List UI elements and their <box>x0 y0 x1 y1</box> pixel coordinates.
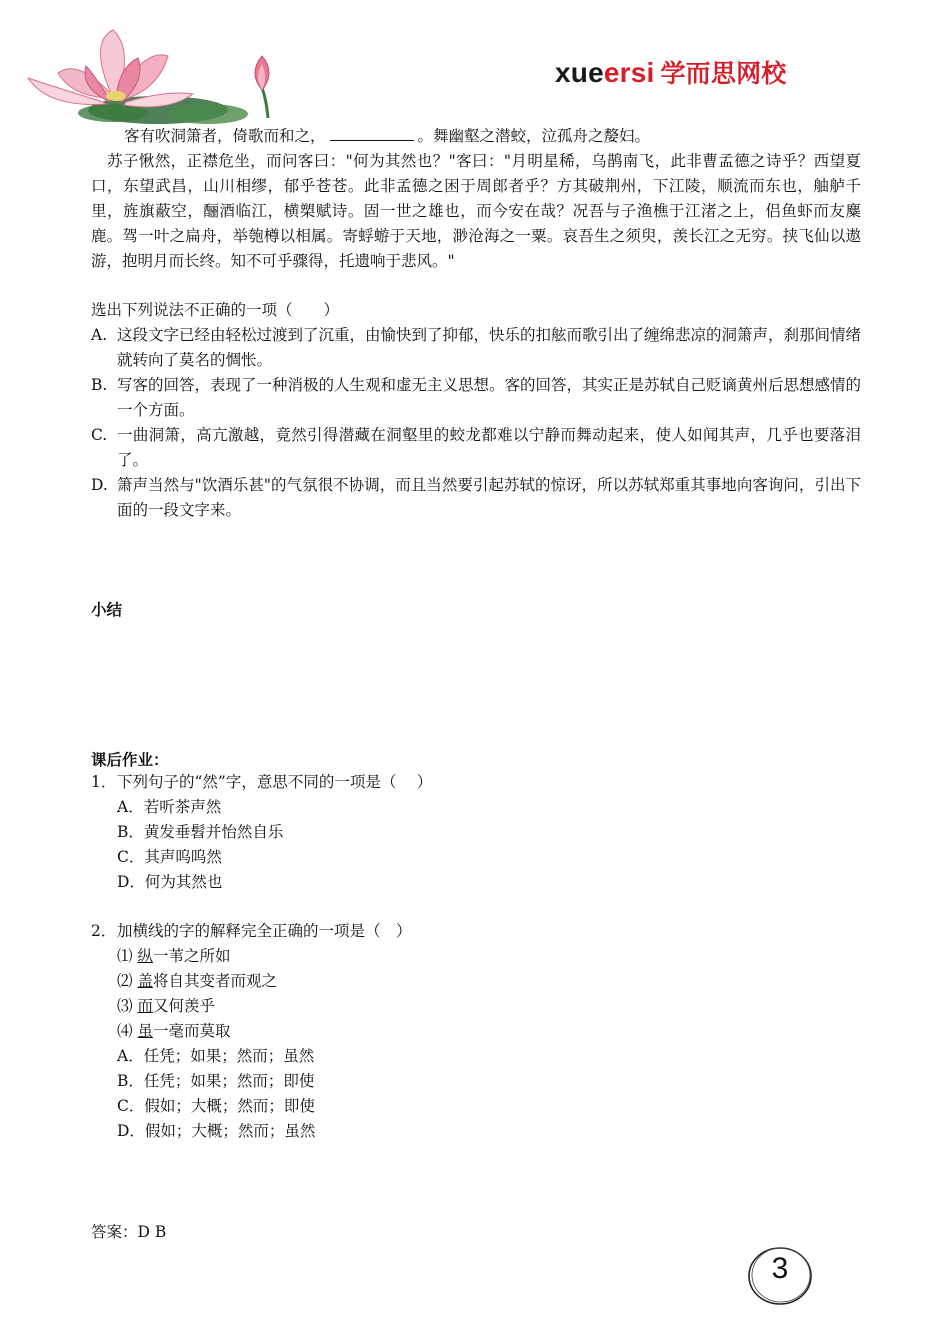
underlined-char: 盖 <box>137 972 153 990</box>
underlined-char: 纵 <box>137 947 153 965</box>
sentence-item <box>91 969 861 994</box>
homework-question-2 <box>91 919 861 1144</box>
lotus-logo-image <box>18 18 288 126</box>
question-number: 1． <box>91 773 117 791</box>
question-option <box>91 473 861 523</box>
option-label: B. <box>91 376 108 394</box>
option-text: 一曲洞箫，高亢激越，竟然引得潜藏在洞壑里的蛟龙都难以宁静而舞动起来，使人如闻其声，几乎也要落泪了。 <box>117 426 861 469</box>
passage-paragraph-2: 苏子愀然，正襟危坐，而问客曰："何为其然也？"客曰："月明星稀，乌鹊南飞，此非曹孟德之诗乎？西望夏口，东望武昌，山川相缪，郁乎苍苍。此非孟德之困于周郎者乎？方其破荆州，下江陵，顺流而东也，舳舻千里，旌旗蔽空，酾酒临江，横槊赋诗。固一世之雄也，而今安在哉？况吾与子渔樵于江渚之上，侣鱼虾而友麋鹿。驾一叶之扁舟，举匏樽以相属。寄蜉蝣于天地，渺沧海之一粟。哀吾生之须臾，羡长江之无穷。挟飞仙以遨游，抱明月而长终。知不可乎骤得，托遗响于悲风。" <box>91 152 861 270</box>
item-rest: 将自其变者而观之 <box>152 972 277 990</box>
sentence-item <box>91 994 861 1019</box>
option-line: C．假如；大概；然而；即使 <box>117 1097 315 1115</box>
option-label: C. <box>91 426 108 444</box>
passage-p1-after: 。舞幽壑之潜蛟，泣孤舟之嫠妇。 <box>417 127 651 145</box>
brand-latin-2: ersi <box>603 57 655 88</box>
item-prefix: ⑷ <box>117 1022 138 1040</box>
item-prefix: ⑵ <box>117 972 138 990</box>
reading-passage <box>91 124 861 274</box>
item-rest: 又何羡乎 <box>152 997 215 1015</box>
option-line: C．其声呜呜然 <box>117 848 222 866</box>
option-label: A. <box>91 326 108 344</box>
passage-p1-before: 客有吹洞箫者，倚歌而和之， <box>124 127 326 145</box>
page-number: 3 <box>771 1252 789 1285</box>
question-option <box>91 423 861 473</box>
item-rest: 一苇之所如 <box>152 947 231 965</box>
choice-question <box>91 298 861 523</box>
brand-logo <box>555 54 787 90</box>
option-line: A．任凭；如果；然而；虽然 <box>117 1047 315 1065</box>
option-line: D．假如；大概；然而；虽然 <box>117 1122 316 1140</box>
answer-line: 答案：D B <box>91 1223 167 1241</box>
option-text: 这段文字已经由轻松过渡到了沉重，由愉快到了抑郁，快乐的扣舷而歌引出了缠绵悲凉的洞箫声，刹那间情绪就转向了莫名的惆怅。 <box>117 326 862 369</box>
option-text: 箫声当然与"饮酒乐甚"的气氛很不协调，而且当然要引起苏轼的惊讶，所以苏轼郑重其事地向客询问，引出下面的一段文字来。 <box>117 476 861 519</box>
homework-heading: 课后作业： <box>91 750 169 769</box>
summary-heading: 小结 <box>91 600 123 619</box>
question-option <box>91 373 861 423</box>
underlined-char: 虽 <box>137 1022 153 1040</box>
option-line: D．何为其然也 <box>117 873 223 891</box>
underlined-char: 而 <box>137 997 153 1015</box>
brand-chinese: 学而思网校 <box>660 59 787 88</box>
sentence-item <box>91 1019 861 1044</box>
passage-paragraph-1 <box>91 124 861 149</box>
question-prompt: 选出下列说法不正确的一项（ ） <box>91 301 340 319</box>
option-line: A．若听茶声然 <box>117 798 222 816</box>
question-text: 加横线的字的解释完全正确的一项是（ ） <box>117 922 412 940</box>
option-line: B．黄发垂髫并怡然自乐 <box>117 823 284 841</box>
brand-latin-1: xue <box>555 57 604 88</box>
option-line: B．任凭；如果；然而；即使 <box>117 1072 315 1090</box>
sentence-item <box>91 944 861 969</box>
question-option <box>91 323 861 373</box>
item-prefix: ⑶ <box>117 997 138 1015</box>
homework-question-1 <box>91 770 861 895</box>
question-text: 下列句子的“然”字，意思不同的一项是（ ） <box>117 773 433 791</box>
option-label: D. <box>91 476 108 494</box>
item-prefix: ⑴ <box>117 947 138 965</box>
item-rest: 一毫而莫取 <box>152 1022 231 1040</box>
fill-in-blank <box>330 126 414 141</box>
question-number: 2． <box>91 922 117 940</box>
option-text: 写客的回答，表现了一种消极的人生观和虚无主义思想。客的回答，其实正是苏轼自己贬谪黄州后思想感情的一个方面。 <box>117 376 862 419</box>
